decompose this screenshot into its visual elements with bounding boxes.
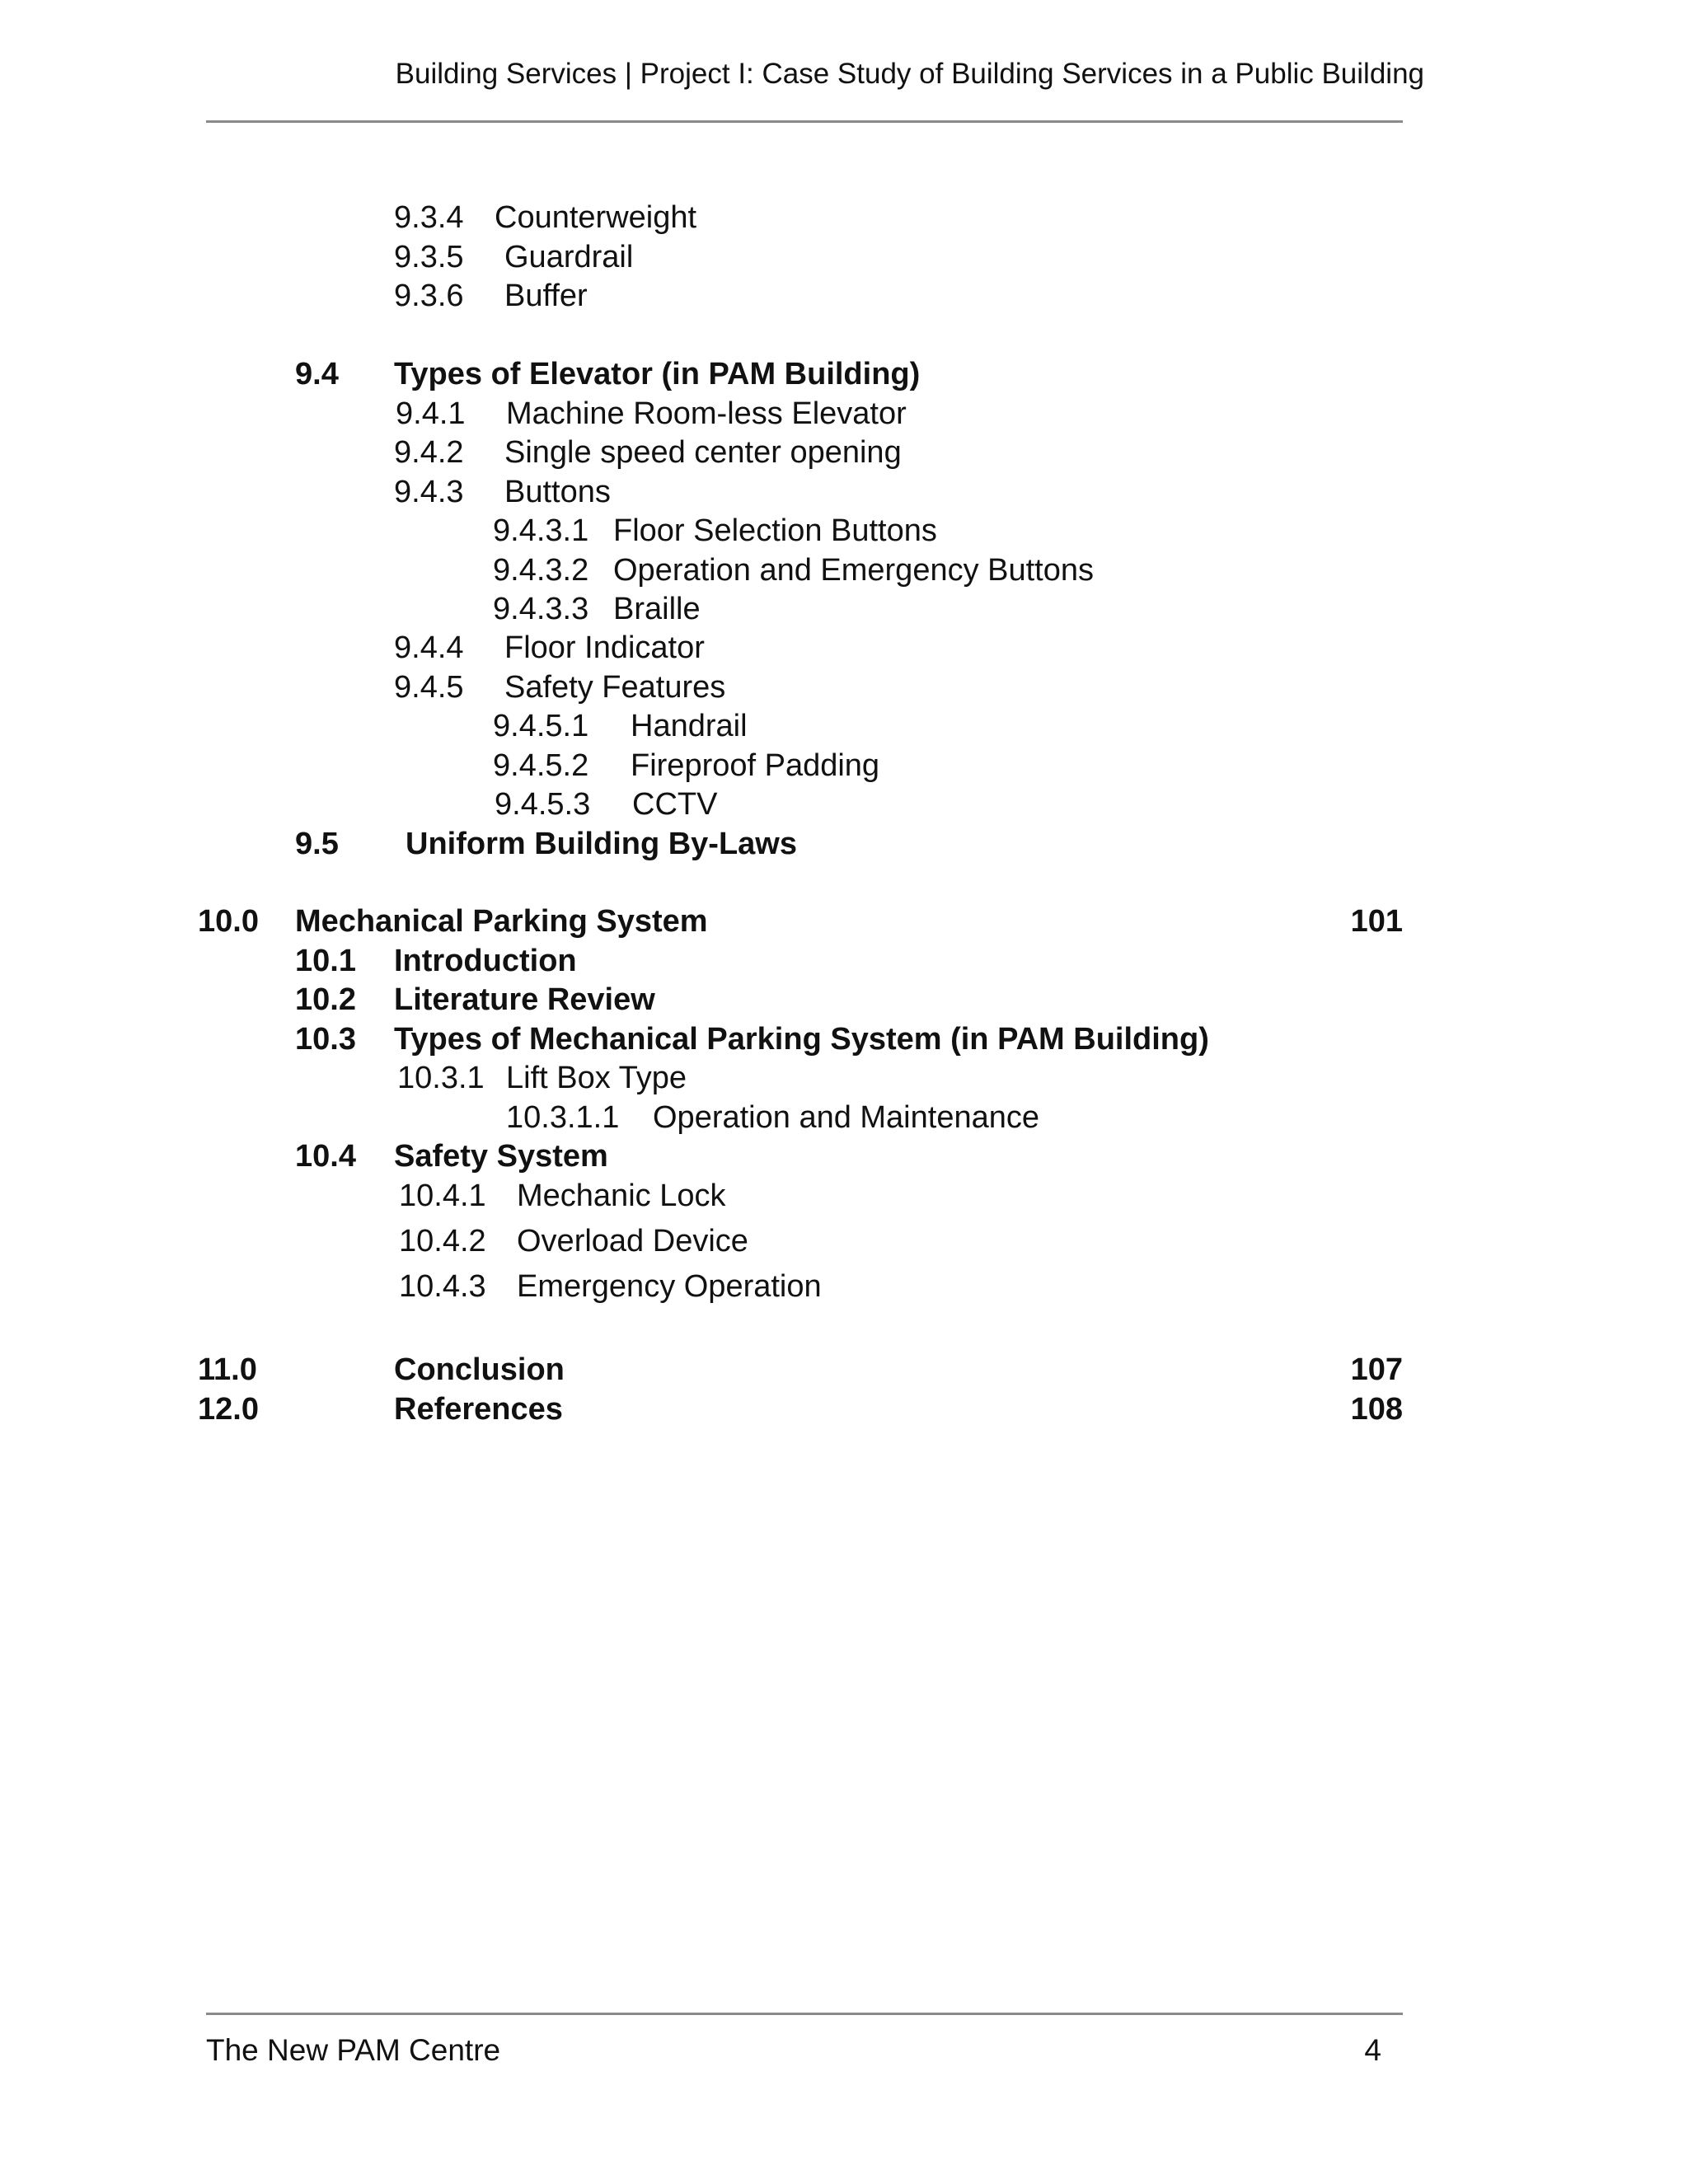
toc-entry-number: 9.4.3.2 (493, 553, 589, 588)
toc-entry-title: Lift Box Type (506, 1061, 687, 1095)
toc-entry[interactable] (0, 472, 1688, 512)
toc-entry-title: Conclusion (394, 1352, 565, 1387)
toc-entry-title: Operation and Maintenance (653, 1100, 1039, 1135)
toc-entry-title: Guardrail (504, 240, 634, 274)
toc-entry[interactable] (0, 198, 1688, 237)
toc-entry[interactable] (0, 1267, 1688, 1306)
toc-entry-title: Buttons (504, 475, 611, 509)
toc-entry-number: 9.4.5.2 (493, 748, 589, 783)
toc-entry-title: References (394, 1392, 563, 1427)
toc-entry-number: 9.4.3.1 (493, 513, 589, 548)
toc-entry-title: Uniform Building By-Laws (406, 827, 797, 861)
toc-entry-number: 10.4.2 (399, 1224, 486, 1258)
toc-entry[interactable] (0, 433, 1688, 472)
toc-entry-number: 9.3.6 (394, 279, 464, 313)
toc-entry-number: 10.4.3 (399, 1269, 486, 1304)
running-header: Building Services | Project I: Case Study of Building Services in a Public Building (395, 58, 1424, 90)
toc-entry-number: 9.4.3.3 (493, 592, 589, 626)
footer-page-number: 4 (1364, 2033, 1381, 2067)
toc-entry-number: 10.4.1 (399, 1179, 486, 1213)
toc-entry-title: Emergency Operation (517, 1269, 822, 1304)
toc-entry[interactable] (0, 706, 1688, 746)
footer-document-name: The New PAM Centre (206, 2033, 501, 2067)
toc-entry-title: Buffer (504, 279, 588, 313)
toc-entry-title: Counterweight (495, 200, 697, 235)
toc-entry-title: Literature Review (394, 982, 655, 1017)
toc-entry[interactable] (0, 1221, 1688, 1261)
toc-entry-number: 9.4.5.1 (493, 709, 589, 743)
toc-entry-number: 10.4 (295, 1139, 356, 1174)
toc-entry-number: 9.4.5.3 (495, 787, 591, 822)
toc-entry-number: 9.4.1 (396, 396, 466, 431)
toc-entry-title: Single speed center opening (504, 435, 902, 470)
toc-entry[interactable] (0, 628, 1688, 668)
toc-entry-title: Handrail (631, 709, 748, 743)
toc-entry-number: 9.5 (295, 827, 339, 861)
toc-entry[interactable] (0, 511, 1688, 551)
toc-entry-number: 10.2 (295, 982, 356, 1017)
toc-entry[interactable] (0, 941, 1688, 981)
toc-entry[interactable] (0, 1019, 1688, 1059)
toc-entry-title: Fireproof Padding (631, 748, 880, 783)
toc-entry[interactable] (0, 1137, 1688, 1176)
toc-entry-number: 9.4.2 (394, 435, 464, 470)
toc-entry-number: 10.0 (198, 904, 259, 939)
toc-entry[interactable] (0, 394, 1688, 434)
toc-entry-number: 9.4.5 (394, 670, 464, 705)
toc-entry-title: Floor Indicator (504, 630, 705, 665)
toc-entry-number: 9.4 (295, 357, 339, 391)
toc-entry-title: Overload Device (517, 1224, 748, 1258)
toc-entry-title: Introduction (394, 944, 577, 978)
toc-entry-number: 9.3.5 (394, 240, 464, 274)
toc-entry-number: 10.1 (295, 944, 356, 978)
toc-entry[interactable] (0, 1350, 1688, 1390)
toc-entry-page: 107 (1350, 1352, 1403, 1387)
toc-entry-title: Types of Mechanical Parking System (in PAM Building) (394, 1022, 1209, 1057)
toc-entry-page: 108 (1350, 1392, 1403, 1427)
toc-entry[interactable] (0, 354, 1688, 394)
toc-entry-title: Floor Selection Buttons (613, 513, 937, 548)
toc-entry[interactable] (0, 668, 1688, 707)
toc-entry[interactable] (0, 824, 1688, 864)
toc-entry-title: CCTV (632, 787, 718, 822)
toc-entry-title: Mechanical Parking System (295, 904, 708, 939)
toc-entry[interactable] (0, 1098, 1688, 1137)
toc-entry[interactable] (0, 902, 1688, 941)
toc-entry-number: 10.3 (295, 1022, 356, 1057)
toc-entry-title: Types of Elevator (in PAM Building) (394, 357, 921, 391)
toc-entry-title: Mechanic Lock (517, 1179, 726, 1213)
toc-entry[interactable] (0, 1176, 1688, 1216)
toc-entry-title: Machine Room-less Elevator (506, 396, 907, 431)
toc-entry-number: 9.4.3 (394, 475, 464, 509)
toc-entry-number: 9.3.4 (394, 200, 464, 235)
toc-entry-page: 101 (1350, 904, 1403, 939)
toc-entry[interactable] (0, 589, 1688, 629)
toc-entry-title: Braille (613, 592, 701, 626)
toc-entry-number: 12.0 (198, 1392, 259, 1427)
toc-entry[interactable] (0, 1058, 1688, 1098)
toc-entry[interactable] (0, 980, 1688, 1019)
toc-entry-number: 11.0 (198, 1352, 257, 1387)
toc-entry-number: 10.3.1.1 (506, 1100, 620, 1135)
toc-entry[interactable] (0, 237, 1688, 277)
toc-entry-title: Safety Features (504, 670, 726, 705)
toc-entry-title: Operation and Emergency Buttons (613, 553, 1095, 588)
toc-entry-title: Safety System (394, 1139, 608, 1174)
toc-entry[interactable] (0, 276, 1688, 316)
toc-entry[interactable] (0, 785, 1688, 824)
toc-entry-number: 10.3.1 (397, 1061, 485, 1095)
toc-entry[interactable] (0, 551, 1688, 590)
toc-entry[interactable] (0, 1390, 1688, 1429)
footer-divider (206, 2013, 1403, 2015)
toc-entry-number: 9.4.4 (394, 630, 464, 665)
toc-entry[interactable] (0, 746, 1688, 785)
